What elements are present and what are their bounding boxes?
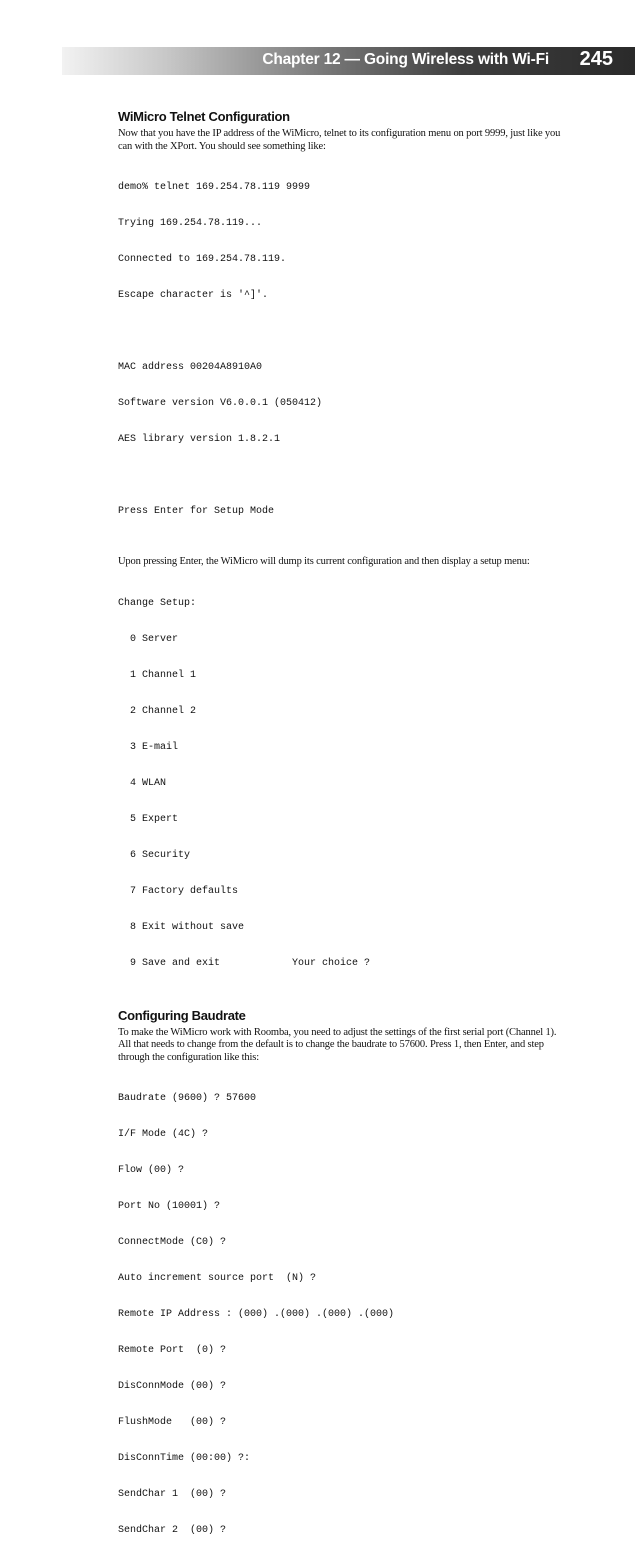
code-line: Connected to 169.254.78.119.	[118, 254, 287, 265]
setup-menu-paragraph: Upon pressing Enter, the WiMicro will dump its current configuration and then display a setup menu:	[118, 556, 530, 567]
code-line: demo% telnet 169.254.78.119 9999	[118, 182, 311, 193]
code-block-baudrate	[118, 1069, 563, 1561]
code-line: I/F Mode (4C) ?	[118, 1129, 209, 1140]
chapter-header-bar	[62, 47, 635, 75]
code-line: SendChar 2 (00) ?	[118, 1525, 227, 1536]
code-line: 8 Exit without save	[118, 921, 245, 933]
chapter-title: Chapter 12 — Going Wireless with Wi-Fi	[262, 51, 549, 68]
code-block-press-enter	[118, 482, 563, 542]
code-line: 6 Security	[118, 849, 191, 861]
code-block-telnet	[118, 158, 563, 326]
code-line: Press Enter for Setup Mode	[118, 506, 275, 517]
code-line: DisConnTime (00:00) ?:	[118, 1453, 251, 1464]
code-block-setup-menu	[118, 574, 563, 994]
code-line: 9 Save and exit Your choice ?	[118, 957, 371, 969]
code-line: ConnectMode (C0) ?	[118, 1237, 227, 1248]
code-line: Auto increment source port (N) ?	[118, 1273, 317, 1284]
intro-paragraph: Now that you have the IP address of the WiMicro, telnet to its configuration menu on port 9999, just like you can with the XPort. You should see something like:	[118, 128, 561, 152]
code-line: Baudrate (9600) ? 57600	[118, 1093, 257, 1104]
code-line: 3 E-mail	[118, 741, 179, 753]
code-line: FlushMode (00) ?	[118, 1417, 227, 1428]
code-line: 0 Server	[118, 633, 179, 645]
baudrate-paragraph: To make the WiMicro work with Roomba, you need to adjust the settings of the first serial port (Channel 1). All that needs to change from the default is to change the baudrate to 57600. Press 1, then Enter, and step through the configuration like this:	[118, 1026, 557, 1063]
code-line: SendChar 1 (00) ?	[118, 1489, 227, 1500]
code-block-version	[118, 338, 563, 470]
code-line: 7 Factory defaults	[118, 885, 239, 897]
code-line: 4 WLAN	[118, 777, 167, 789]
code-line: DisConnMode (00) ?	[118, 1381, 227, 1392]
code-line: Port No (10001) ?	[118, 1201, 221, 1212]
page-content	[118, 109, 563, 1561]
code-line: 5 Expert	[118, 813, 179, 825]
code-line: 1 Channel 1	[118, 669, 197, 681]
code-line: 2 Channel 2	[118, 705, 197, 717]
code-line: Change Setup:	[118, 597, 197, 609]
code-line: MAC address 00204A8910A0	[118, 362, 263, 373]
code-line: Remote IP Address : (000) .(000) .(000) .(000)	[118, 1309, 395, 1320]
code-line: Escape character is '^]'.	[118, 290, 269, 301]
section-heading-telnet: WiMicro Telnet Configuration	[118, 109, 290, 124]
code-line: Flow (00) ?	[118, 1165, 185, 1176]
code-line: Software version V6.0.0.1 (050412)	[118, 398, 323, 409]
code-line: Remote Port (0) ?	[118, 1345, 227, 1356]
code-line: AES library version 1.8.2.1	[118, 434, 281, 445]
section-heading-baudrate: Configuring Baudrate	[118, 1007, 246, 1023]
code-line: Trying 169.254.78.119...	[118, 218, 263, 229]
page-number: 245	[579, 48, 613, 70]
